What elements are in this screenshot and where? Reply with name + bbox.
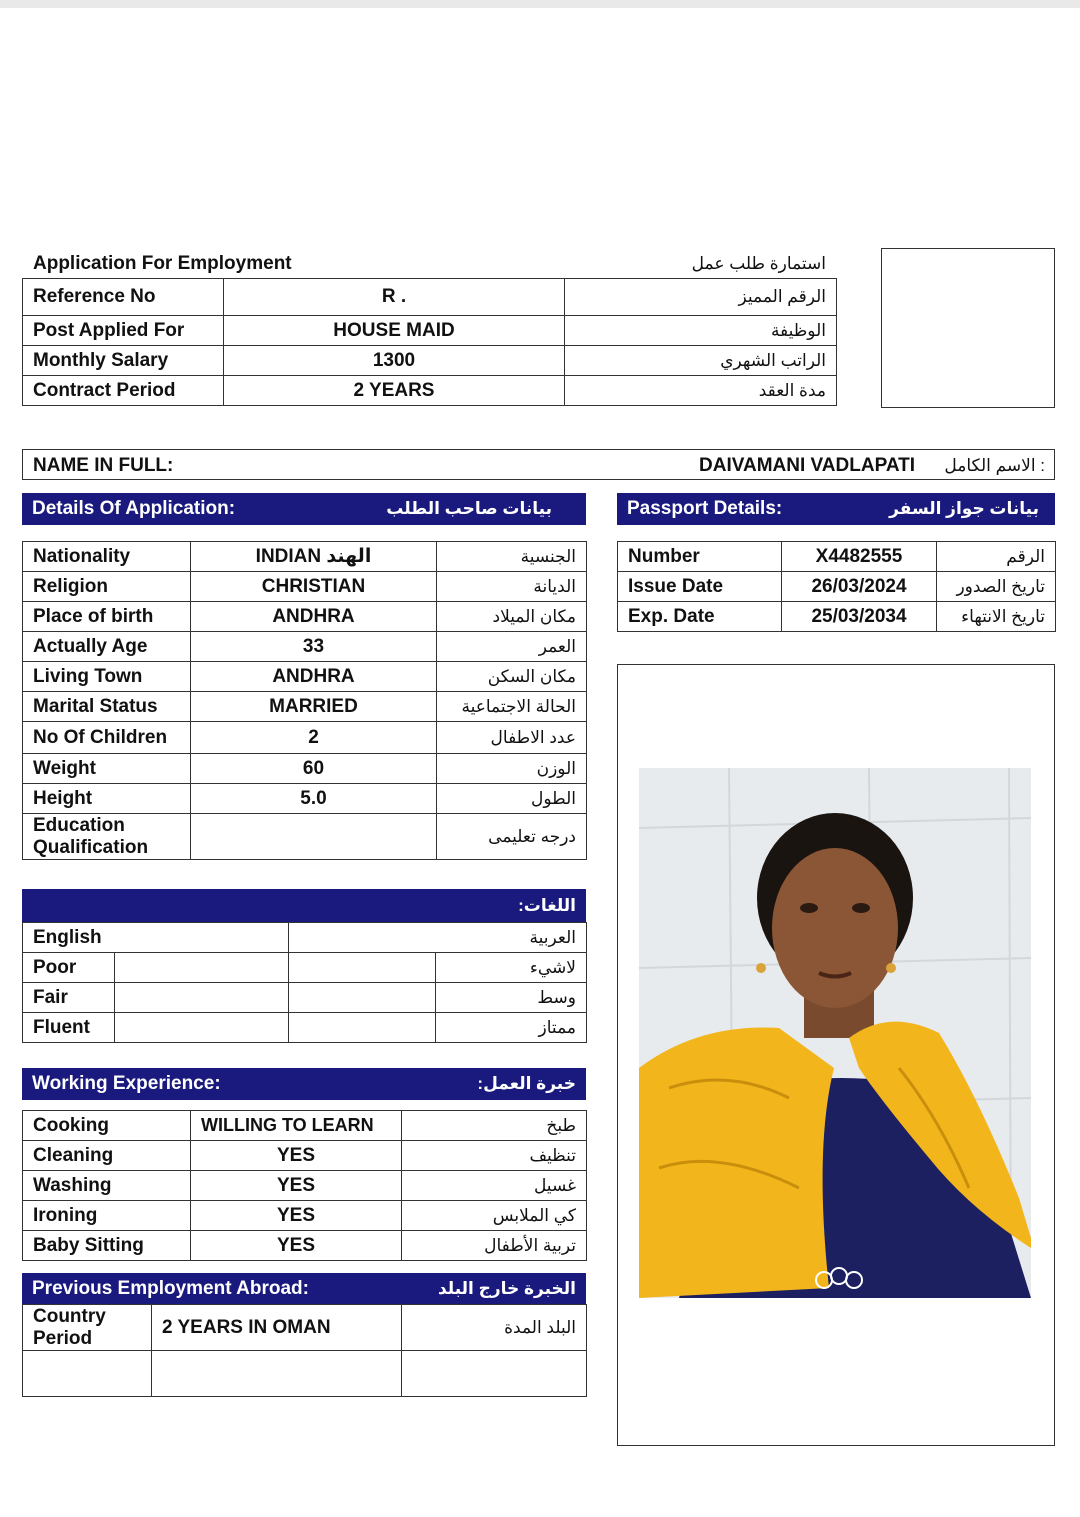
abroad-value: 2 YEARS IN OMAN	[152, 1305, 402, 1351]
level-label: Fair	[23, 983, 115, 1013]
full-name-value: DAIVAMANI VADLAPATI	[699, 455, 916, 476]
table-row-ar: الديانة	[437, 572, 587, 602]
contract-value: 2 YEARS	[224, 376, 565, 406]
top-edge	[0, 0, 1080, 8]
table-row-label: Place of birth	[23, 602, 191, 632]
marital-value: MARRIED	[191, 692, 437, 722]
abroad-empty-cell	[152, 1351, 402, 1397]
skill-value: WILLING TO LEARN	[191, 1111, 402, 1141]
full-name-ar: : الاسم الكامل	[944, 456, 1045, 475]
abroad-title-en: Previous Employment Abroad:	[32, 1278, 309, 1299]
table-row-ar: الحالة الاجتماعية	[437, 692, 587, 722]
abroad-empty-cell	[23, 1351, 152, 1397]
abroad-label-line1: Country	[33, 1305, 106, 1327]
languages-title-ar: اللغات:	[518, 895, 576, 915]
form-title-en: Application For Employment	[33, 253, 292, 274]
contract-ar: مدة العقد	[565, 376, 837, 406]
reference-table	[22, 278, 837, 406]
birthplace-value: ANDHRA	[191, 602, 437, 632]
religion-value: CHRISTIAN	[191, 572, 437, 602]
table-row-label: Nationality	[23, 542, 191, 572]
passport-number-label: Number	[618, 542, 782, 572]
abroad-empty-cell	[402, 1351, 587, 1397]
table-row-ar: الوزن	[437, 754, 587, 784]
languages-header-bar	[22, 889, 586, 922]
post-ar: الوظيفة	[565, 316, 837, 346]
applicant-photo	[639, 768, 1031, 1298]
table-row-ar: العمر	[437, 632, 587, 662]
table-row-label: Marital Status	[23, 692, 191, 722]
salary-ar: الراتب الشهري	[565, 346, 837, 376]
passport-number-ar: الرقم	[937, 542, 1056, 572]
table-row-label: Living Town	[23, 662, 191, 692]
experience-title-en: Working Experience:	[32, 1073, 221, 1094]
passport-number-value: X4482555	[782, 542, 937, 572]
abroad-table	[22, 1304, 587, 1397]
level-ar-cell	[289, 953, 436, 983]
skill-label: Ironing	[23, 1201, 191, 1231]
language-english: English	[23, 923, 289, 953]
post-value: HOUSE MAID	[224, 316, 565, 346]
skill-label: Washing	[23, 1171, 191, 1201]
height-value: 5.0	[191, 784, 437, 814]
issue-date-label: Issue Date	[618, 572, 782, 602]
table-row-ar: الجنسية	[437, 542, 587, 572]
details-table	[22, 541, 587, 860]
education-label-line1: Education	[33, 814, 125, 836]
experience-title-ar: خبرة العمل:	[477, 1074, 576, 1093]
details-title-ar: بيانات صاحب الطلب	[386, 499, 552, 518]
skill-ar: تربية الأطفال	[402, 1231, 587, 1261]
passport-header-bar	[617, 493, 1055, 525]
age-value: 33	[191, 632, 437, 662]
full-name-row	[22, 449, 1055, 480]
passport-table	[617, 541, 1056, 632]
abroad-title-ar: الخبرة خارج البلد	[437, 1279, 576, 1298]
exp-date-value: 25/03/2034	[782, 602, 937, 632]
table-row-ar: الطول	[437, 784, 587, 814]
experience-table	[22, 1110, 587, 1261]
level-ar: وسط	[436, 983, 587, 1013]
weight-value: 60	[191, 754, 437, 784]
table-row-label: Religion	[23, 572, 191, 602]
contract-label: Contract Period	[23, 376, 224, 406]
skill-ar: غسيل	[402, 1171, 587, 1201]
issue-date-ar: تاريخ الصدور	[937, 572, 1056, 602]
abroad-label	[23, 1305, 152, 1351]
education-ar: درجه تعليمى	[437, 814, 587, 860]
level-en-cell	[115, 983, 289, 1013]
skill-ar: طبخ	[402, 1111, 587, 1141]
level-en-cell	[115, 1013, 289, 1043]
issue-date-value: 26/03/2024	[782, 572, 937, 602]
language-arabic: العربية	[289, 923, 587, 953]
details-title-en: Details Of Application:	[32, 498, 236, 519]
salary-label: Monthly Salary	[23, 346, 224, 376]
table-row-label: No Of Children	[23, 722, 191, 754]
languages-table	[22, 922, 587, 1043]
level-label: Fluent	[23, 1013, 115, 1043]
skill-value: YES	[191, 1231, 402, 1261]
children-value: 2	[191, 722, 437, 754]
id-photo-placeholder	[881, 248, 1055, 408]
full-name-label: NAME IN FULL:	[33, 455, 174, 476]
table-row-label: Weight	[23, 754, 191, 784]
abroad-ar: البلد المدة	[402, 1305, 587, 1351]
table-row-ar: عدد الاطفال	[437, 722, 587, 754]
reference-value: R .	[224, 279, 565, 316]
form-title-ar: استمارة طلب عمل	[691, 254, 826, 273]
table-row-label: Actually Age	[23, 632, 191, 662]
skill-value: YES	[191, 1201, 402, 1231]
abroad-header-bar	[22, 1273, 586, 1305]
skill-label: Cleaning	[23, 1141, 191, 1171]
reference-ar: الرقم المميز	[565, 279, 837, 316]
level-en-cell	[115, 953, 289, 983]
education-value	[191, 814, 437, 860]
post-label: Post Applied For	[23, 316, 224, 346]
nationality-value: INDIAN الهند	[191, 542, 437, 572]
experience-header-bar	[22, 1068, 586, 1100]
skill-label: Baby Sitting	[23, 1231, 191, 1261]
level-label: Poor	[23, 953, 115, 983]
town-value: ANDHRA	[191, 662, 437, 692]
level-ar-cell	[289, 1013, 436, 1043]
exp-date-ar: تاريخ الانتهاء	[937, 602, 1056, 632]
reference-label: Reference No	[23, 279, 224, 316]
level-ar-cell	[289, 983, 436, 1013]
skill-ar: كي الملابس	[402, 1201, 587, 1231]
skill-value: YES	[191, 1141, 402, 1171]
abroad-label-line2: Period	[33, 1327, 93, 1349]
skill-label: Cooking	[23, 1111, 191, 1141]
table-row-ar: مكان الميلاد	[437, 602, 587, 632]
table-row-label: Height	[23, 784, 191, 814]
passport-title-ar: بيانات جواز السفر	[889, 499, 1039, 518]
level-ar: ممتاز	[436, 1013, 587, 1043]
education-label	[23, 814, 191, 860]
skill-ar: تنظيف	[402, 1141, 587, 1171]
education-label-line2: Qualification	[33, 836, 149, 858]
level-ar: لاشيء	[436, 953, 587, 983]
skill-value: YES	[191, 1171, 402, 1201]
exp-date-label: Exp. Date	[618, 602, 782, 632]
passport-title-en: Passport Details:	[627, 498, 783, 519]
table-row-ar: مكان السكن	[437, 662, 587, 692]
details-header-bar	[22, 493, 586, 525]
salary-value: 1300	[224, 346, 565, 376]
